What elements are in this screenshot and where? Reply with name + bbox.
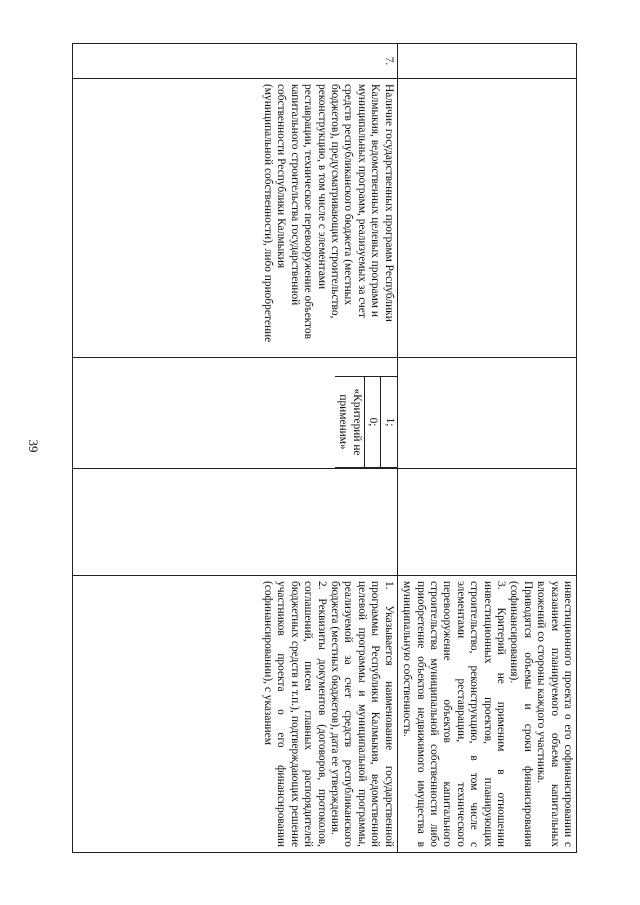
page-number: 39	[26, 439, 41, 453]
description-paragraph: 2. Реквизиты документов (договоров, протоколов, соглашений, писем главных распорядителей бюджетных средств и т.п.), подтверждающих решение участников проекта о его финансировании (софинансировании), с указанием	[262, 581, 328, 847]
cell-scores	[73, 358, 398, 469]
table-row-prev	[397, 44, 576, 853]
cell-description-prev	[397, 576, 576, 853]
cell-number-empty	[397, 44, 576, 79]
description-paragraph: 1. Указывается наименование государственной программы Республики Калмыкия, ведомственной целевой программы и муниципальной программы, реализуемой за счет средств республиканского бюджета (местных бюджетов), дата ее утверждения.	[329, 581, 395, 847]
description-paragraph: Приводятся объемы и сроки финансирования (софинансирования).	[508, 581, 534, 847]
cell-score-empty	[397, 358, 576, 469]
description-paragraph: 3. Критерий не применим в отношении инвестиционных проектов, планирующих строительство, реконструкцию, в том числе с элементами реставрации, технического перевооружение объектов капитального строительства муниципальной собственности либо приобретение объектов недвижимого имущества в муниципальную собственность.	[401, 581, 507, 847]
description-paragraph: инвестиционного проекта о его софинансировании с указанием планируемого объема капитальных вложений со стороны каждого участника.	[535, 581, 574, 847]
cell-extra-empty	[397, 469, 576, 576]
cell-description-7	[73, 576, 398, 853]
score-option: 1;	[381, 377, 397, 468]
table-row-7	[73, 44, 398, 853]
score-option: 0;	[364, 377, 380, 468]
rotated-page	[72, 43, 577, 853]
criterion-text: Наличие государственных программ Республики Калмыкия, ведомственных целевых программ и муниципальных программ, реализуемых за счет средств республиканского бюджета (местных бюджетов), предусматривающих строительство, реконструкцию, в том числе с элементами реставрации, техническое перевооружение объектов капитального строительства государственной собственности Республики Калмыкия (муниципальной собственности), либо приобретение	[73, 79, 398, 358]
cell-criterion-empty	[397, 79, 576, 358]
scores-subtable	[335, 358, 397, 468]
criteria-table	[72, 43, 577, 853]
score-option: «Критерий не применим»	[335, 377, 364, 468]
row-number: 7.	[73, 44, 398, 79]
cell-extra-empty	[73, 469, 398, 576]
